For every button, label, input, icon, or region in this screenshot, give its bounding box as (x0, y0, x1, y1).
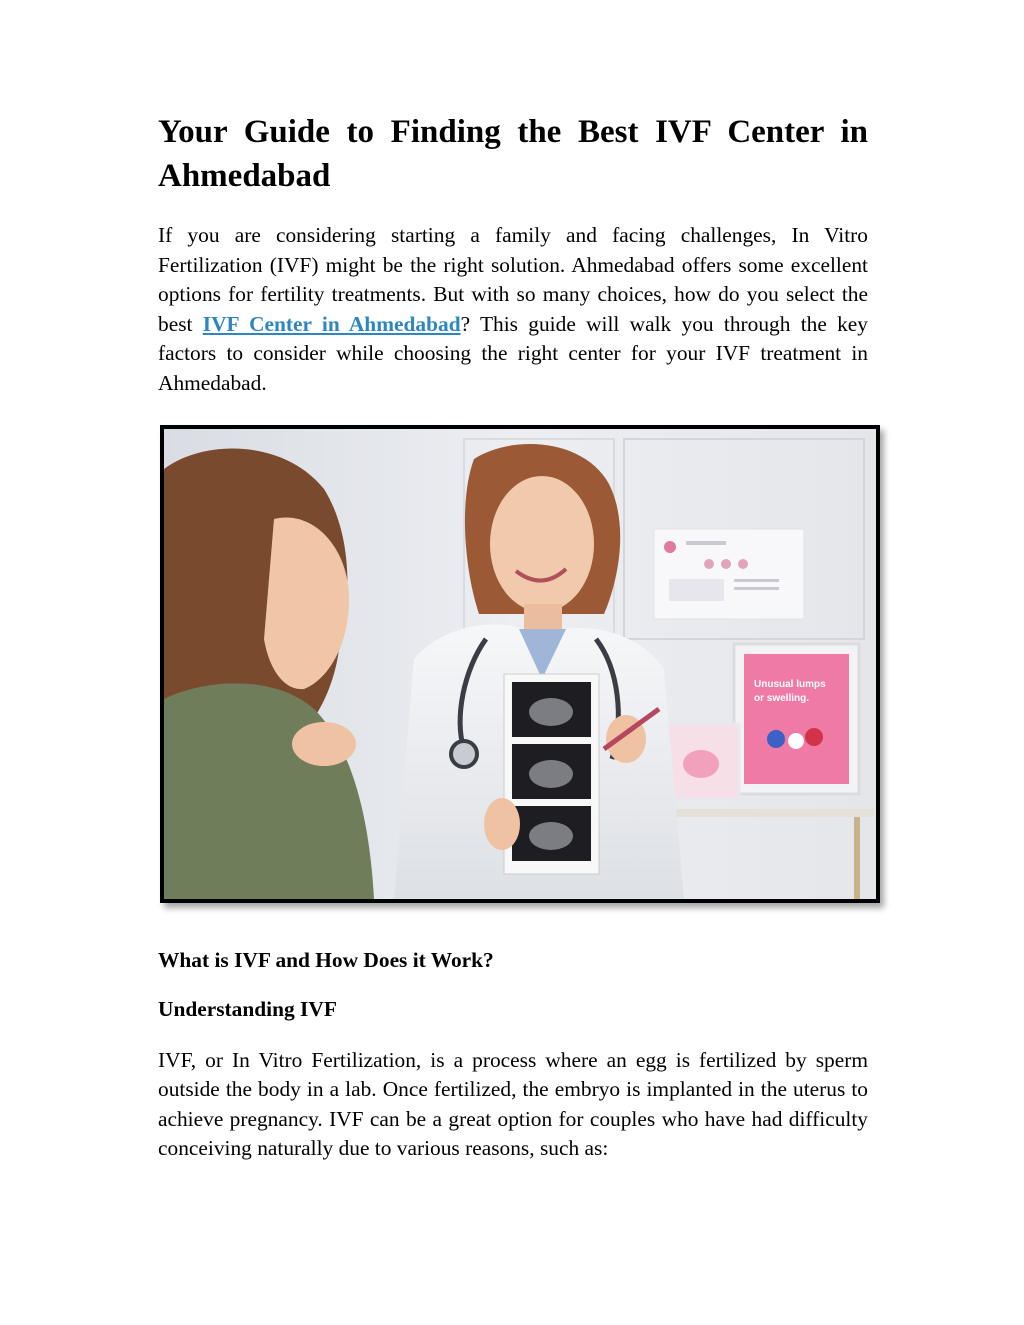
intro-paragraph (158, 221, 868, 399)
photo-illustration (164, 429, 876, 899)
poster-text: Unusual lumps (754, 678, 826, 690)
doctor-patient-photo (160, 425, 880, 903)
article-title: Your Guide to Finding the Best IVF Center in Ahmedabad (158, 114, 868, 194)
article (158, 110, 868, 1164)
intro-text-before-link: If you are considering starting a family and facing challenges, In Vitro Fertilization (IVF) might be the right solution. Ahmedabad offers some excellent options for fertility treatments. But with so many choices, how do you select the best (158, 223, 868, 336)
ivf-center-link[interactable]: IVF Center in Ahmedabad (202, 311, 461, 336)
section-heading: What is IVF and How Does it Work? (158, 947, 494, 972)
body-paragraph: IVF, or In Vitro Fertilization, is a process where an egg is fertilized by sperm outside the body in a lab. Once fertilized, the embryo is implanted in the uterus to achieve pregnancy. IVF can be a great option for couples who have had difficulty conceiving naturally due to various reasons, such as: (158, 1047, 868, 1161)
intro-text-after-link: ? This guide will walk you through the key factors to consider while choosing the right center for your IVF treatment in Ahmedabad. (158, 311, 868, 395)
svg-text:or swelling.: or swelling. (754, 692, 810, 704)
subsection-heading: Understanding IVF (158, 996, 337, 1021)
